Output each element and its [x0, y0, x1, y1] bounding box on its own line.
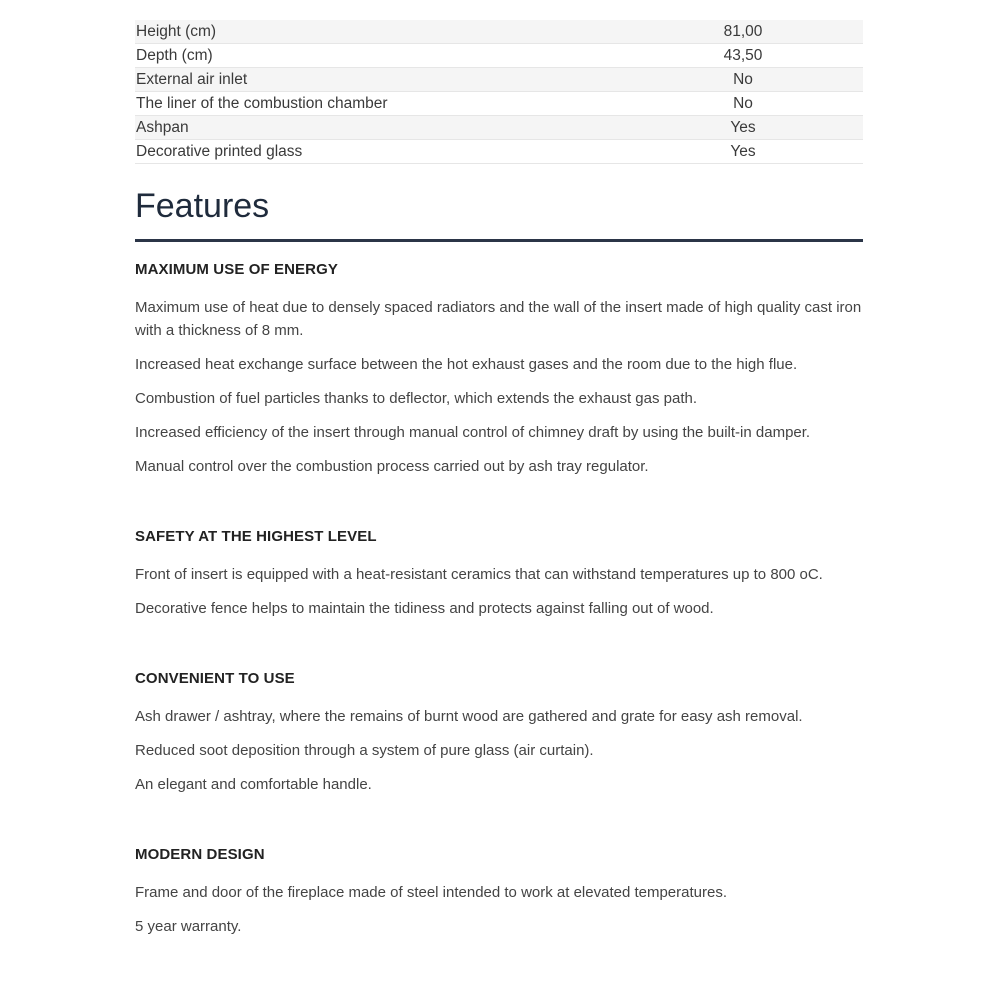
section-heading: CONVENIENT TO USE	[135, 670, 295, 687]
feature-section-convenience	[135, 670, 863, 796]
spec-label: Depth (cm)	[135, 44, 623, 68]
feature-paragraph: Front of insert is equipped with a heat-resistant ceramics that can withstand temperatures up to 800 oC.	[135, 566, 823, 583]
spec-label: The liner of the combustion chamber	[135, 92, 623, 116]
table-row	[135, 140, 863, 164]
feature-paragraph: Reduced soot deposition through a system of pure glass (air curtain).	[135, 742, 594, 759]
specifications-table	[135, 20, 863, 164]
section-heading: MODERN DESIGN	[135, 846, 265, 863]
feature-paragraph: Increased efficiency of the insert through manual control of chimney draft by using the built-in damper.	[135, 424, 811, 441]
section-heading: SAFETY AT THE HIGHEST LEVEL	[135, 528, 377, 545]
feature-paragraph: Decorative fence helps to maintain the tidiness and protects against falling out of wood.	[135, 600, 714, 617]
feature-paragraph: Maximum use of heat due to densely spaced radiators and the wall of the insert made of high quality cast iron with a thickness of 8 mm.	[135, 299, 862, 339]
feature-paragraph: Ash drawer / ashtray, where the remains of burnt wood are gathered and grate for easy ash removal.	[135, 708, 803, 725]
feature-section-safety	[135, 528, 863, 620]
table-row	[135, 92, 863, 116]
spec-label: Ashpan	[135, 116, 623, 140]
feature-paragraph: Combustion of fuel particles thanks to deflector, which extends the exhaust gas path.	[135, 390, 697, 407]
table-row	[135, 68, 863, 92]
spec-label: Height (cm)	[135, 20, 623, 44]
feature-section-energy	[135, 261, 863, 478]
table-row	[135, 44, 863, 68]
spec-label: External air inlet	[135, 68, 623, 92]
spec-value: No	[623, 92, 863, 116]
spec-value: No	[623, 68, 863, 92]
feature-paragraph: Frame and door of the fireplace made of steel intended to work at elevated temperatures.	[135, 884, 728, 901]
section-heading: MAXIMUM USE OF ENERGY	[135, 261, 338, 278]
feature-paragraph: An elegant and comfortable handle.	[135, 776, 372, 793]
spec-value: 43,50	[623, 44, 863, 68]
table-row	[135, 116, 863, 140]
spec-value: 81,00	[623, 20, 863, 44]
table-row	[135, 20, 863, 44]
feature-paragraph: Increased heat exchange surface between the hot exhaust gases and the room due to the high flue.	[135, 356, 798, 373]
product-details	[135, 20, 863, 988]
features-title: Features	[135, 184, 863, 242]
spec-label: Decorative printed glass	[135, 140, 623, 164]
feature-section-design	[135, 846, 863, 938]
spec-value: Yes	[623, 116, 863, 140]
spec-value: Yes	[623, 140, 863, 164]
feature-paragraph: 5 year warranty.	[135, 918, 242, 935]
feature-paragraph: Manual control over the combustion process carried out by ash tray regulator.	[135, 458, 649, 475]
